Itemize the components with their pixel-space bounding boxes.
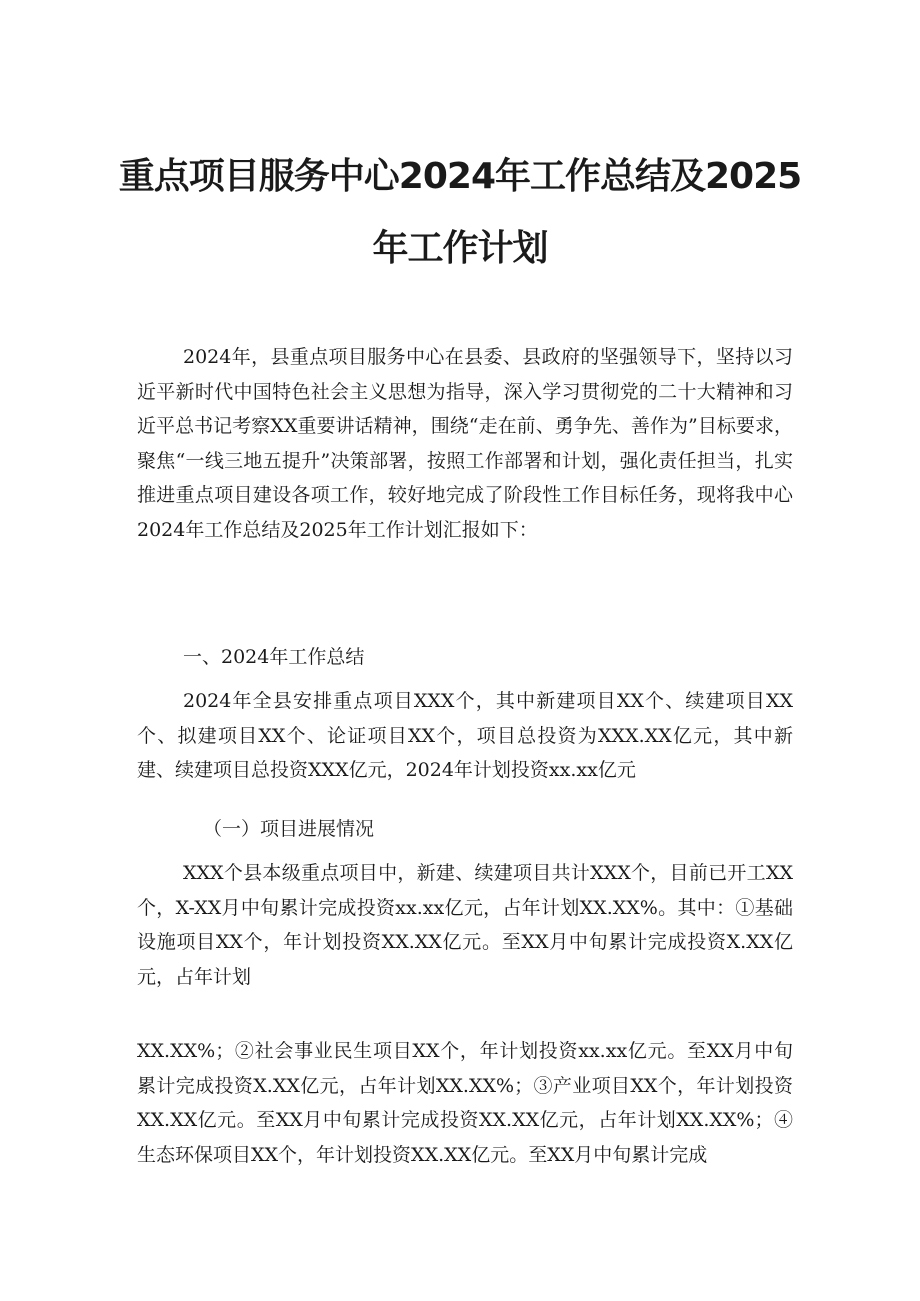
summary-paragraph: 2024年全县安排重点项目XXX个，其中新建项目XX个、续建项目XX个、拟建项目XX个、论证项目XX个，项目总投资为XXX.XX亿元，其中新建、续建项目总投资XXX亿元，2024年计划投资xx.xx亿元 [137,690,793,781]
progress-paragraph-1: XXX个县本级重点项目中，新建、续建项目共计XXX个，目前已开工XX个，X-XX月中旬累计完成投资xx.xx亿元，占年计划XX.XX%。其中：①基础设施项目XX个，年计划投资XX.XX亿元。至XX月中旬累计完成投资X.XX亿元，占年计划 [137,862,793,988]
intro-paragraph: 2024年，县重点项目服务中心在县委、县政府的坚强领导下，坚持以习近平新时代中国特色社会主义思想为指导，深入学习贯彻党的二十大精神和习近平总书记考察XX重要讲话精神，围绕“走在前、勇争先、善作为”目标要求，聚焦“一线三地五提升”决策部署，按照工作部署和计划，强化责任担当，扎实推进重点项目建设各项工作，较好地完成了阶段性工作目标任务，现将我中心2024年工作总结及2025年工作计划汇报如下： [137,346,793,541]
document-title-line-1: 重点项目服务中心2024年工作总结及2025 [118,156,802,197]
progress-paragraph-2: XX.XX%；②社会事业民生项目XX个，年计划投资xx.xx亿元。至XX月中旬累计完成投资X.XX亿元，占年计划XX.XX%；③产业项目XX个，年计划投资XX.XX亿元。至XX月中旬累计完成投资XX.XX亿元，占年计划XX.XX%；④生态环保项目XX个，年计划投资XX.XX亿元。至XX月中旬累计完成 [137,1040,793,1166]
section-heading-summary: 一、2024年工作总结 [183,646,365,668]
document-title-line-2: 年工作计划 [372,228,548,269]
subsection-heading-progress: （一）项目进展情况 [203,818,375,840]
